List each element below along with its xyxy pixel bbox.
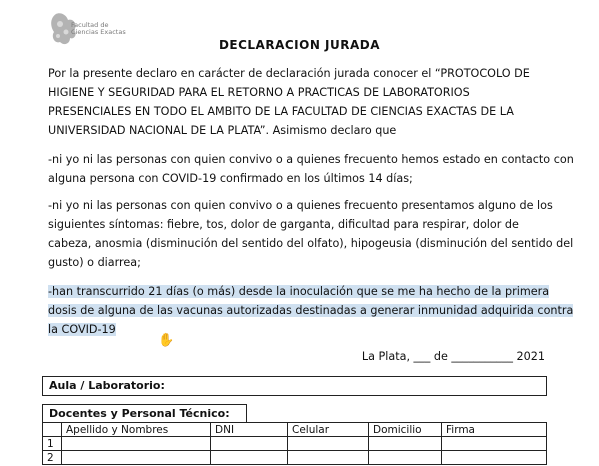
document-title: DECLARACION JURADA: [218, 38, 381, 52]
intro-line: UNIVERSIDAD NACIONAL DE LA PLATA”. Asimismo declaro que: [48, 124, 397, 137]
item-line: alguna persona con COVID-19 confirmado en los últimos 14 días;: [48, 172, 413, 185]
column-header: Domicilio: [369, 423, 442, 437]
row-number: 2: [43, 451, 62, 465]
declaration-item-symptoms: [48, 196, 574, 272]
table-cell[interactable]: [442, 451, 547, 465]
item-line: cabeza, anosmia (disminución del sentido del olfato), hipogeusia (disminución del sentido del: [48, 237, 574, 250]
declaration-item-contact: [48, 150, 574, 188]
intro-line: Por la presente declaro en carácter de declaración jurada conocer el “PROTOCOLO DE: [48, 67, 530, 80]
column-header: Firma: [442, 423, 547, 437]
table-cell[interactable]: [288, 437, 369, 451]
selected-text-line[interactable]: la COVID-19: [48, 323, 116, 336]
item-line: siguientes síntomas: fiebre, tos, dolor de garganta, dificultad para respirar, dolor de: [48, 218, 519, 231]
table-cell[interactable]: [211, 451, 288, 465]
row-number: 1: [43, 437, 62, 451]
staff-table: [42, 422, 547, 465]
table-header-row: [43, 423, 547, 437]
row-number-header: [43, 423, 62, 437]
column-header: Celular: [288, 423, 369, 437]
intro-line: HIGIENE Y SEGURIDAD PARA EL RETORNO A PRACTICAS DE LABORATORIOS: [48, 86, 470, 99]
table-row: [43, 451, 547, 465]
table-cell[interactable]: [211, 437, 288, 451]
intro-paragraph: [48, 64, 554, 140]
declaration-item-vaccine[interactable]: [48, 282, 574, 339]
table-cell[interactable]: [369, 437, 442, 451]
column-header: DNI: [211, 423, 288, 437]
date-line: La Plata, ___ de ___________ 2021: [361, 350, 545, 363]
aula-field[interactable]: [42, 376, 547, 396]
docentes-header: Docentes y Personal Técnico:: [42, 404, 247, 422]
intro-line: PRESENCIALES EN TODO EL AMBITO DE LA FACULTAD DE CIENCIAS EXACTAS DE LA: [48, 105, 514, 118]
table-cell[interactable]: [369, 451, 442, 465]
table-cell[interactable]: [62, 437, 211, 451]
hand-cursor-icon: ✋: [158, 333, 175, 348]
table-cell[interactable]: [442, 437, 547, 451]
table-row: [43, 437, 547, 451]
selected-text-line[interactable]: -han transcurrido 21 días (o más) desde la inoculación que se me ha hecho de la primera: [48, 285, 550, 298]
selected-text-line[interactable]: dosis de alguna de las vacunas autorizadas destinadas a generar inmunidad adquirida contra: [48, 304, 574, 317]
item-line: gusto) o diarrea;: [48, 256, 141, 269]
table-cell[interactable]: [62, 451, 211, 465]
table-cell[interactable]: [288, 451, 369, 465]
aula-label: Aula / Laboratorio:: [49, 379, 165, 392]
column-header: Apellido y Nombres: [62, 423, 211, 437]
item-line: -ni yo ni las personas con quien convivo o a quienes frecuento hemos estado en contacto con: [48, 153, 574, 166]
logo-text: Facultad de Ciencias Exactas: [71, 21, 126, 36]
item-line: -ni yo ni las personas con quien convivo o a quienes frecuento presentamos alguno de los: [48, 199, 553, 212]
